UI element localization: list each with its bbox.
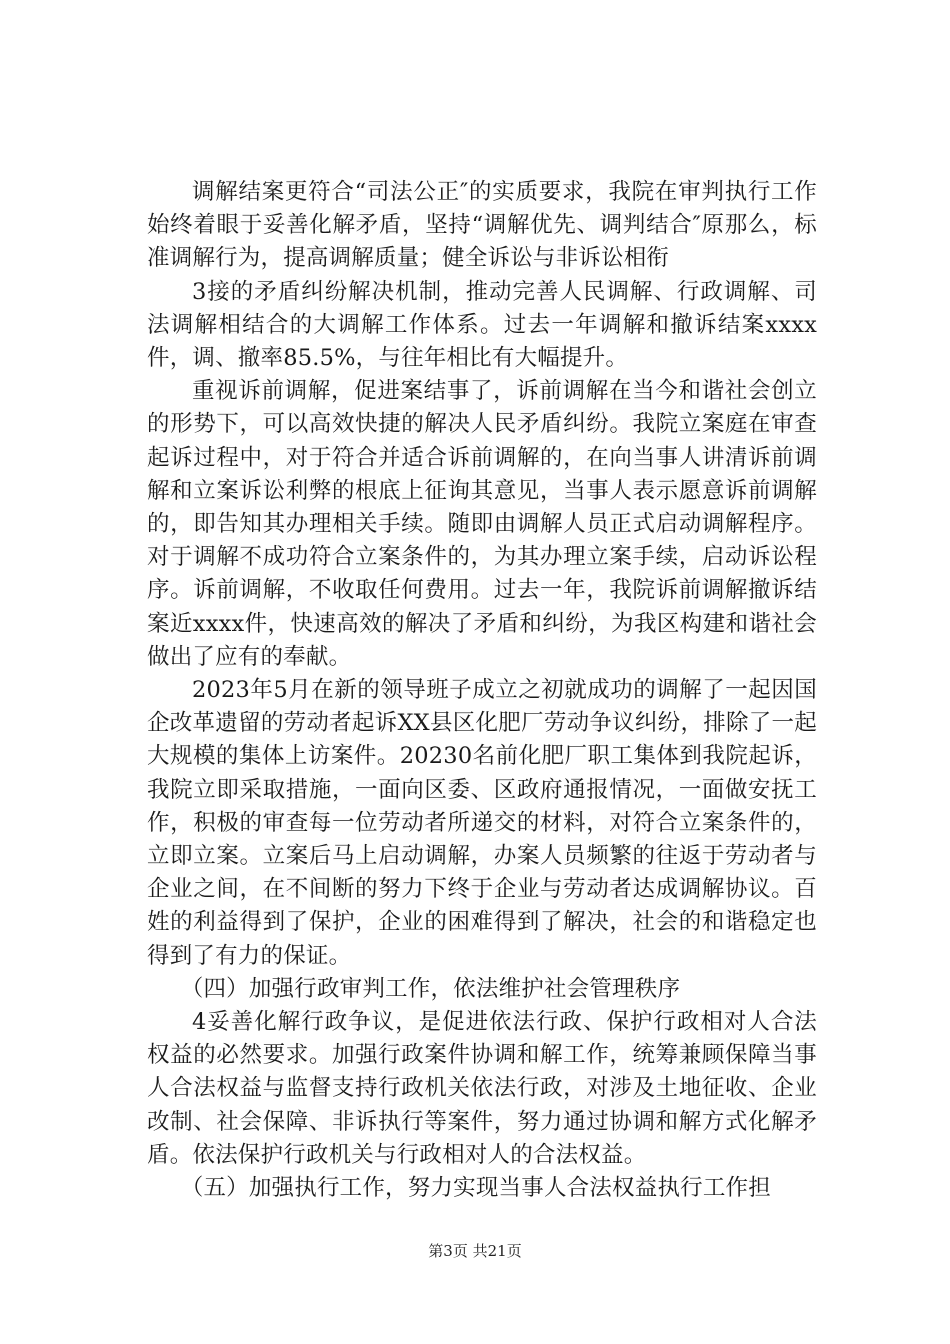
section-heading-enforcement: （五）加强执行工作，努力实现当事人合法权益执行工作担: [180, 1175, 771, 1202]
section-heading-administrative-trial: （四）加强行政审判工作，依法维护社会管理秩序: [180, 975, 681, 1002]
paragraph-mediation-justice: 调解结案更符合“司法公正″的实质要求，我院在审判执行工作始终着眼于妥善化解矛盾，坚持“调解优先、调判结合″原那么，标准调解行为，提高调解质量；健全诉讼与非诉讼相衔: [147, 179, 817, 272]
paragraph-administrative-disputes: 4妥善化解行政争议，是促进依法行政、保护行政相对人合法权益的必然要求。加强行政案件协调和解工作，统筹兼顾保障当事人合法权益与监督支持行政机关依法行政，对涉及土地征收、企业改制、社会保障、非诉执行等案件，努力通过协调和解方式化解矛盾。依法保护行政机关与行政相对人的合法权益。: [147, 1009, 817, 1168]
document-body: [147, 176, 817, 1205]
paragraph-pre-litigation-mediation: 重视诉前调解，促进案结事了，诉前调解在当今和谐社会创立的形势下，可以高效快捷的解决人民矛盾纠纷。我院立案庭在审查起诉过程中，对于符合并适合诉前调解的，在向当事人讲清诉前调解和立案诉讼利弊的根底上征询其意见，当事人表示愿意诉前调解的，即告知其办理相关手续。随即由调解人员正式启动调解程序。对于调解不成功符合立案条件的，为其办理立案手续，启动诉讼程序。诉前调解，不收取任何费用。过去一年，我院诉前调解撤诉结案近xxxx件，快速高效的解决了矛盾和纠纷，为我区构建和谐社会做出了应有的奉献。: [147, 378, 817, 670]
paragraph-dispute-mechanism: 3接的矛盾纠纷解决机制，推动完善人民调解、行政调解、司法调解相结合的大调解工作体系。过去一年调解和撤诉结案xxxx件，调、撤率85.5%，与往年相比有大幅提升。: [147, 278, 817, 372]
page-number-footer: 第3页 共21页: [428, 1242, 522, 1260]
paragraph-fertilizer-plant-case: 2023年5月在新的领导班子成立之初就成功的调解了一起因国企改革遗留的劳动者起诉XX县区化肥厂劳动争议纠纷，排除了一起大规模的集体上访案件。20230名前化肥厂职工集体到我院起诉，我院立即采取措施，一面向区委、区政府通报情况，一面做安抚工作，积极的审查每一位劳动者所递交的材料，对符合立案条件的，立即立案。立案后马上启动调解，办案人员频繁的往返于劳动者与企业之间，在不间断的努力下终于企业与劳动者达成调解协议。百姓的利益得到了保护，企业的困难得到了解决，社会的和谐稳定也得到了有力的保证。: [147, 677, 817, 969]
